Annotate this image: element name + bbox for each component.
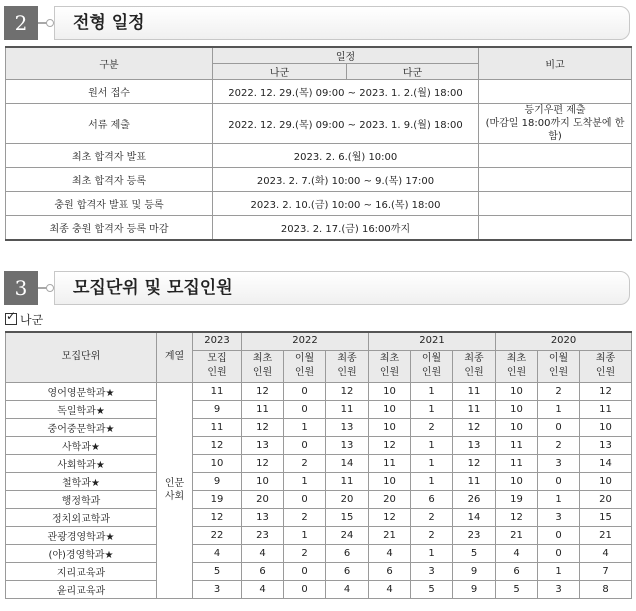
header-quota: 모집 인원 — [193, 350, 242, 382]
quota-2023-cell: 11 — [193, 382, 242, 400]
initial-2022-cell: 12 — [242, 382, 284, 400]
header-series: 계열 — [157, 332, 193, 382]
transfer-2021-cell: 3 — [411, 562, 453, 580]
transfer-2020-cell: 0 — [538, 418, 580, 436]
initial-2021-cell: 10 — [369, 472, 411, 490]
initial-2020-cell: 10 — [496, 472, 538, 490]
initial-2022-cell: 20 — [242, 490, 284, 508]
table-row — [6, 544, 632, 562]
initial-2021-cell: 11 — [369, 454, 411, 472]
transfer-2021-cell: 1 — [411, 544, 453, 562]
section-title-box — [54, 6, 630, 40]
final-2022-cell: 20 — [326, 490, 369, 508]
table-row — [6, 454, 632, 472]
final-2021-cell: 11 — [453, 400, 496, 418]
unit-name: 지리교육과 — [6, 562, 157, 580]
initial-2020-cell: 11 — [496, 454, 538, 472]
initial-2020-cell: 11 — [496, 436, 538, 454]
table-row — [6, 472, 632, 490]
header-final: 최종 인원 — [453, 350, 496, 382]
final-2020-cell: 11 — [580, 400, 632, 418]
header-year: 2020 — [496, 332, 632, 350]
transfer-2021-cell: 1 — [411, 436, 453, 454]
table-row — [6, 382, 632, 400]
final-2020-cell: 10 — [580, 472, 632, 490]
unit-name: 윤리교육과 — [6, 580, 157, 598]
quota-2023-cell: 19 — [193, 490, 242, 508]
header-initial: 최초 인원 — [369, 350, 411, 382]
schedule-note — [479, 168, 632, 192]
transfer-2022-cell: 1 — [284, 472, 326, 490]
final-2020-cell: 15 — [580, 508, 632, 526]
header-category: 구분 — [6, 47, 213, 80]
transfer-2020-cell: 3 — [538, 508, 580, 526]
quota-2023-cell: 9 — [193, 400, 242, 418]
section-2-header — [4, 6, 630, 40]
transfer-2020-cell: 3 — [538, 454, 580, 472]
transfer-2022-cell: 0 — [284, 436, 326, 454]
final-2020-cell: 10 — [580, 418, 632, 436]
connector-dot — [46, 19, 54, 27]
quota-2023-cell: 12 — [193, 508, 242, 526]
final-2021-cell: 14 — [453, 508, 496, 526]
table-row — [6, 436, 632, 454]
initial-2022-cell: 12 — [242, 454, 284, 472]
transfer-2022-cell: 2 — [284, 544, 326, 562]
unit-name: 행정학과 — [6, 490, 157, 508]
initial-2020-cell: 4 — [496, 544, 538, 562]
schedule-row — [6, 104, 632, 144]
quota-2023-cell: 3 — [193, 580, 242, 598]
schedule-note: 등기우편 제출 (마감일 18:00까지 도착분에 한함) — [479, 104, 632, 144]
initial-2020-cell: 10 — [496, 418, 538, 436]
section-title: 전형 일정 — [73, 13, 145, 33]
schedule-label: 최종 충원 합격자 등록 마감 — [6, 216, 213, 240]
header-final: 최종 인원 — [326, 350, 369, 382]
schedule-row — [6, 80, 632, 104]
transfer-2022-cell: 0 — [284, 580, 326, 598]
header-year: 2021 — [369, 332, 496, 350]
initial-2021-cell: 12 — [369, 436, 411, 454]
initial-2022-cell: 10 — [242, 472, 284, 490]
table-row — [6, 490, 632, 508]
transfer-2022-cell: 1 — [284, 526, 326, 544]
final-2021-cell: 11 — [453, 382, 496, 400]
initial-2020-cell: 21 — [496, 526, 538, 544]
schedule-row — [6, 192, 632, 216]
transfer-2021-cell: 1 — [411, 472, 453, 490]
final-2021-cell: 5 — [453, 544, 496, 562]
transfer-2021-cell: 6 — [411, 490, 453, 508]
schedule-period: 2023. 2. 17.(금) 16:00까지 — [213, 216, 479, 240]
header-initial: 최초 인원 — [496, 350, 538, 382]
header-initial: 최초 인원 — [242, 350, 284, 382]
schedule-label: 충원 합격자 발표 및 등록 — [6, 192, 213, 216]
transfer-2021-cell: 1 — [411, 454, 453, 472]
transfer-2020-cell: 1 — [538, 490, 580, 508]
transfer-2020-cell: 1 — [538, 400, 580, 418]
transfer-2021-cell: 1 — [411, 382, 453, 400]
unit-name: 사학과★ — [6, 436, 157, 454]
initial-2022-cell: 13 — [242, 508, 284, 526]
transfer-2020-cell: 0 — [538, 472, 580, 490]
quota-2023-cell: 11 — [193, 418, 242, 436]
final-2020-cell: 4 — [580, 544, 632, 562]
header-final: 최종 인원 — [580, 350, 632, 382]
header-year: 2023 — [193, 332, 242, 350]
schedule-row — [6, 144, 632, 168]
table-row — [6, 526, 632, 544]
transfer-2021-cell: 2 — [411, 526, 453, 544]
transfer-2020-cell: 2 — [538, 436, 580, 454]
schedule-period: 2023. 2. 7.(화) 10:00 ~ 9.(목) 17:00 — [213, 168, 479, 192]
final-2021-cell: 12 — [453, 454, 496, 472]
table-row — [6, 580, 632, 598]
initial-2021-cell: 21 — [369, 526, 411, 544]
initial-2022-cell: 23 — [242, 526, 284, 544]
initial-2021-cell: 10 — [369, 418, 411, 436]
initial-2020-cell: 10 — [496, 382, 538, 400]
unit-name: 관광경영학과★ — [6, 526, 157, 544]
initial-2020-cell: 12 — [496, 508, 538, 526]
transfer-2022-cell: 1 — [284, 418, 326, 436]
unit-name: (야)경영학과★ — [6, 544, 157, 562]
schedule-label: 서류 제출 — [6, 104, 213, 144]
initial-2021-cell: 10 — [369, 400, 411, 418]
final-2022-cell: 11 — [326, 472, 369, 490]
final-2022-cell: 13 — [326, 418, 369, 436]
transfer-2020-cell: 2 — [538, 382, 580, 400]
schedule-period: 2023. 2. 10.(금) 10:00 ~ 16.(목) 18:00 — [213, 192, 479, 216]
final-2020-cell: 14 — [580, 454, 632, 472]
schedule-row — [6, 216, 632, 240]
table-row — [6, 508, 632, 526]
final-2020-cell: 12 — [580, 382, 632, 400]
quota-2023-cell: 12 — [193, 436, 242, 454]
final-2021-cell: 13 — [453, 436, 496, 454]
schedule-table — [5, 46, 632, 241]
final-2020-cell: 8 — [580, 580, 632, 598]
header-transfer: 이월 인원 — [284, 350, 326, 382]
transfer-2020-cell: 0 — [538, 544, 580, 562]
final-2022-cell: 6 — [326, 562, 369, 580]
schedule-note — [479, 216, 632, 240]
initial-2021-cell: 20 — [369, 490, 411, 508]
section-title: 모집단위 및 모집인원 — [73, 278, 233, 298]
final-2022-cell: 24 — [326, 526, 369, 544]
final-2022-cell: 6 — [326, 544, 369, 562]
initial-2021-cell: 4 — [369, 580, 411, 598]
unit-name: 독일학과★ — [6, 400, 157, 418]
schedule-row — [6, 168, 632, 192]
quota-2023-cell: 4 — [193, 544, 242, 562]
transfer-2020-cell: 1 — [538, 562, 580, 580]
initial-2022-cell: 11 — [242, 400, 284, 418]
transfer-2022-cell: 2 — [284, 508, 326, 526]
initial-2021-cell: 12 — [369, 508, 411, 526]
transfer-2021-cell: 1 — [411, 400, 453, 418]
quota-2023-cell: 22 — [193, 526, 242, 544]
transfer-2021-cell: 5 — [411, 580, 453, 598]
header-unit: 모집단위 — [6, 332, 157, 382]
schedule-period: 2022. 12. 29.(목) 09:00 ~ 2023. 1. 9.(월) 18:00 — [213, 104, 479, 144]
section-title-box — [54, 271, 630, 305]
initial-2021-cell: 10 — [369, 382, 411, 400]
initial-2020-cell: 6 — [496, 562, 538, 580]
section-number: 2 — [4, 6, 38, 40]
final-2022-cell: 13 — [326, 436, 369, 454]
schedule-note — [479, 80, 632, 104]
checkbox-checked-icon[interactable]: ✓ — [6, 309, 17, 323]
unit-name: 철학과★ — [6, 472, 157, 490]
unit-name: 중어중문학과★ — [6, 418, 157, 436]
quota-2023-cell: 5 — [193, 562, 242, 580]
final-2021-cell: 9 — [453, 580, 496, 598]
schedule-label: 최초 합격자 등록 — [6, 168, 213, 192]
final-2022-cell: 4 — [326, 580, 369, 598]
final-2020-cell: 13 — [580, 436, 632, 454]
final-2020-cell: 21 — [580, 526, 632, 544]
final-2021-cell: 9 — [453, 562, 496, 580]
header-group-na: 나군 — [213, 64, 347, 80]
initial-2020-cell: 19 — [496, 490, 538, 508]
table-row — [6, 562, 632, 580]
final-2021-cell: 12 — [453, 418, 496, 436]
transfer-2022-cell: 0 — [284, 400, 326, 418]
unit-name: 정치외교학과 — [6, 508, 157, 526]
group-checkbox[interactable] — [5, 311, 43, 328]
unit-name: 사회학과★ — [6, 454, 157, 472]
initial-2021-cell: 6 — [369, 562, 411, 580]
table-row — [6, 400, 632, 418]
transfer-2021-cell: 2 — [411, 508, 453, 526]
initial-2022-cell: 12 — [242, 418, 284, 436]
transfer-2020-cell: 3 — [538, 580, 580, 598]
section-number: 3 — [4, 271, 38, 305]
connector-dot — [46, 284, 54, 292]
header-year: 2022 — [242, 332, 369, 350]
header-transfer: 이월 인원 — [538, 350, 580, 382]
quota-2023-cell: 10 — [193, 454, 242, 472]
final-2022-cell: 11 — [326, 400, 369, 418]
initial-2021-cell: 4 — [369, 544, 411, 562]
initial-2022-cell: 4 — [242, 580, 284, 598]
final-2020-cell: 7 — [580, 562, 632, 580]
transfer-2022-cell: 0 — [284, 382, 326, 400]
final-2022-cell: 12 — [326, 382, 369, 400]
initial-2022-cell: 4 — [242, 544, 284, 562]
transfer-2022-cell: 0 — [284, 490, 326, 508]
final-2021-cell: 11 — [453, 472, 496, 490]
checkbox-label: 나군 — [20, 313, 44, 327]
initial-2020-cell: 10 — [496, 400, 538, 418]
schedule-period: 2023. 2. 6.(월) 10:00 — [213, 144, 479, 168]
schedule-period: 2022. 12. 29.(목) 09:00 ~ 2023. 1. 2.(월) 18:00 — [213, 80, 479, 104]
header-transfer: 이월 인원 — [411, 350, 453, 382]
series-cell: 인문 사회 — [157, 382, 193, 598]
schedule-label: 원서 접수 — [6, 80, 213, 104]
schedule-note — [479, 144, 632, 168]
transfer-2020-cell: 0 — [538, 526, 580, 544]
final-2022-cell: 15 — [326, 508, 369, 526]
schedule-label: 최초 합격자 발표 — [6, 144, 213, 168]
final-2021-cell: 23 — [453, 526, 496, 544]
final-2021-cell: 26 — [453, 490, 496, 508]
schedule-note — [479, 192, 632, 216]
header-note: 비고 — [479, 47, 632, 80]
section-3-header — [4, 271, 630, 305]
unit-name: 영어영문학과★ — [6, 382, 157, 400]
initial-2022-cell: 13 — [242, 436, 284, 454]
initial-2022-cell: 6 — [242, 562, 284, 580]
transfer-2022-cell: 2 — [284, 454, 326, 472]
transfer-2022-cell: 0 — [284, 562, 326, 580]
header-schedule: 일정 — [213, 47, 479, 64]
final-2022-cell: 14 — [326, 454, 369, 472]
quota-table — [5, 331, 632, 599]
table-row — [6, 418, 632, 436]
final-2020-cell: 20 — [580, 490, 632, 508]
transfer-2021-cell: 2 — [411, 418, 453, 436]
quota-2023-cell: 9 — [193, 472, 242, 490]
header-group-da: 다군 — [347, 64, 479, 80]
initial-2020-cell: 5 — [496, 580, 538, 598]
